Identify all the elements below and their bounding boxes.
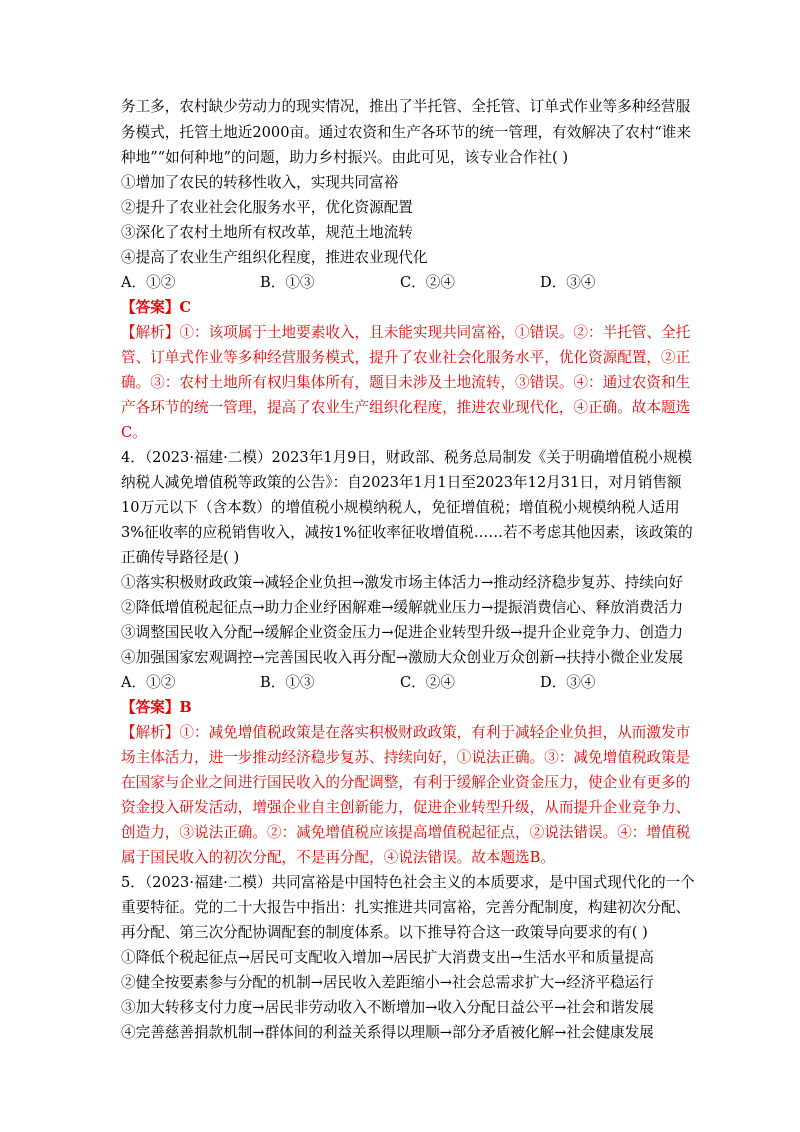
q4-analysis-line: 资金投入研发活动，增强企业自主创新能力，促进企业转型升级，从而提升企业竞争力、 bbox=[121, 799, 691, 816]
q3-answer: 【答案】C bbox=[121, 299, 191, 316]
q3-item: ②提升了农业社会化服务水平，优化资源配置 bbox=[121, 199, 413, 216]
q4-option-d: D．③④ bbox=[540, 674, 596, 691]
q4-analysis-line: 在国家与企业之间进行国民收入的分配调整，有利于缓解企业资金压力，使企业有更多的 bbox=[121, 774, 691, 791]
q5-item: ④完善慈善捐款机制→群体间的利益关系得以理顺→部分矛盾被化解→社会健康发展 bbox=[121, 1024, 654, 1041]
q4-item: ④加强国家宏观调控→完善国民收入再分配→激励大众创业万众创新→扶持小微企业发展 bbox=[121, 649, 684, 666]
q5-stem-line: 再分配、第三次分配协调配套的制度体系。以下推导符合这一政策导向要求的有( ) bbox=[121, 924, 648, 941]
q3-analysis-line: C。 bbox=[121, 424, 147, 441]
q3-item: ①增加了农民的转移性收入，实现共同富裕 bbox=[121, 174, 399, 191]
q4-item: ①落实积极财政政策→减轻企业负担→激发市场主体活力→推动经济稳步复苏、持续向好 bbox=[121, 574, 684, 591]
q4-analysis-line: 【解析】①：减免增值税政策是在落实积极财政政策，有利于减轻企业负担，从而激发市 bbox=[121, 724, 691, 741]
q4-stem-line: 10万元以下（含本数）的增值税小规模纳税人，免征增值税；增值税小规模纳税人适用 bbox=[121, 499, 680, 516]
q4-stem-line: 正确传导路径是( ) bbox=[121, 549, 240, 566]
q3-option-a: A．①② bbox=[121, 274, 176, 291]
q3-stem-line: 务模式，托管土地近2000亩。通过农资和生产各环节的统一管理，有效解决了农村“谁来 bbox=[121, 124, 691, 141]
q3-item: ③深化了农村土地所有权改革，规范土地流转 bbox=[121, 224, 413, 241]
q4-stem-line: 纳税人减免增值税等政策的公告》：自2023年1月1日至2023年12月31日，对月销售额 bbox=[121, 474, 682, 491]
q5-stem-line: 5．（2023·福建·二模）共同富裕是中国特色社会主义的本质要求，是中国式现代化的一个 bbox=[121, 874, 695, 891]
q4-item: ②降低增值税起征点→助力企业纾困解难→缓解就业压力→提振消费信心、释放消费活力 bbox=[121, 599, 684, 616]
q5-item: ③加大转移支付力度→居民非劳动收入不断增加→收入分配日益公平→社会和谐发展 bbox=[121, 999, 654, 1016]
q4-analysis-line: 属于国民收入的初次分配，不是再分配，④说法错误。故本题选B。 bbox=[121, 849, 555, 866]
q3-analysis-line: 确。③：农村土地所有权归集体所有，题目未涉及土地流转，③错误。④：通过农资和生 bbox=[121, 374, 691, 391]
q4-analysis-line: 创造力，③说法正确。②：减免增值税应该提高增值税起征点，②说法错误。④：增值税 bbox=[121, 824, 691, 841]
q3-stem-line: 务工多，农村缺少劳动力的现实情况，推出了半托管、全托管、订单式作业等多种经营服 bbox=[121, 98, 691, 115]
q5-item: ②健全按要素参与分配的机制→居民收入差距缩小→社会总需求扩大→经济平稳运行 bbox=[121, 974, 654, 991]
q3-analysis-line: 管、订单式作业等多种经营服务模式，提升了农业社会化服务水平，优化资源配置，②正 bbox=[121, 349, 691, 366]
q3-analysis-line: 产各环节的统一管理，提高了农业生产组织化程度，推进农业现代化，④正确。故本题选 bbox=[121, 399, 691, 416]
q4-option-a: A．①② bbox=[121, 674, 176, 691]
q4-option-c: C．②④ bbox=[400, 674, 455, 691]
q4-answer: 【答案】B bbox=[121, 699, 192, 716]
q3-option-b: B．①③ bbox=[260, 274, 315, 291]
q3-option-d: D．③④ bbox=[540, 274, 596, 291]
q4-analysis-line: 场主体活力，进一步推动经济稳步复苏、持续向好，①说法正确。③：减免增值税政策是 bbox=[121, 749, 691, 766]
q5-stem-line: 重要特征。党的二十大报告中指出：扎实推进共同富裕，完善分配制度，构建初次分配、 bbox=[121, 899, 691, 916]
q3-analysis-line: 【解析】①：该项属于土地要素收入，且未能实现共同富裕，①错误。②：半托管、全托 bbox=[121, 324, 691, 341]
q3-option-c: C．②④ bbox=[400, 274, 455, 291]
q3-stem-line: 种地”“如何种地”的问题，助力乡村振兴。由此可见，该专业合作社( ) bbox=[121, 149, 569, 166]
q4-option-b: B．①③ bbox=[260, 674, 315, 691]
q4-stem-line: 3%征收率的应税销售收入，减按1%征收率征收增值税……若不考虑其他因素，该政策的 bbox=[121, 524, 693, 541]
q4-item: ③调整国民收入分配→缓解企业资金压力→促进企业转型升级→提升企业竞争力、创造力 bbox=[121, 624, 684, 641]
q3-item: ④提高了农业生产组织化程度，推进农业现代化 bbox=[121, 249, 428, 266]
q5-item: ①降低个税起征点→居民可支配收入增加→居民扩大消费支出→生活水平和质量提高 bbox=[121, 949, 654, 966]
q4-stem-line: 4．（2023·福建·二模）2023年1月9日，财政部、税务总局制发《关于明确增值税小规模 bbox=[121, 449, 693, 466]
